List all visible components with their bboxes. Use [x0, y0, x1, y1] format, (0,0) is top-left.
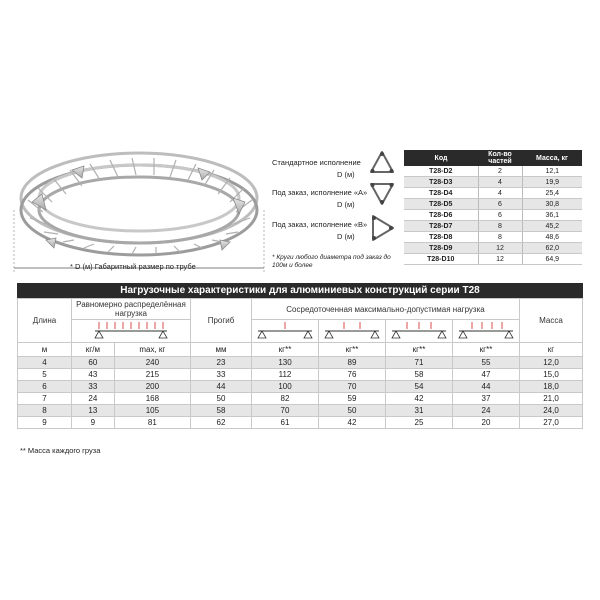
uniform-load-header: Равномерно распределённая нагрузка	[72, 299, 191, 320]
unit-cell: м	[18, 343, 72, 357]
table-cell: 43	[72, 369, 115, 381]
parts-cell: 2	[478, 166, 522, 177]
table-cell: 33	[72, 381, 115, 393]
table-row	[18, 405, 583, 417]
table-row	[18, 393, 583, 405]
table-cell: 44	[453, 381, 520, 393]
standard-d-label: D (м)	[337, 170, 355, 179]
table-cell: 54	[386, 381, 453, 393]
mass-cell: 30,8	[522, 199, 582, 210]
dimension-label: * D (м) Габаритный размер по трубе	[70, 262, 196, 271]
unit-cell: кг**	[252, 343, 319, 357]
version-b-label: Под заказ, исполнение «В»	[272, 220, 368, 229]
standard-version-label: Стандартное исполнение	[272, 158, 361, 167]
table-row	[18, 381, 583, 393]
table-cell: 58	[191, 405, 252, 417]
point-load-2-diagram	[321, 320, 383, 340]
parts-header: Кол-во частей	[478, 150, 522, 166]
table-cell: 240	[114, 357, 190, 369]
mass-cell: 12,1	[522, 166, 582, 177]
point-load-3-diagram-cell	[386, 320, 453, 343]
mass-header: Масса, кг	[522, 150, 582, 166]
code-cell: T28-D10	[404, 254, 478, 265]
mass-cell: 25,4	[522, 188, 582, 199]
parts-cell: 8	[478, 221, 522, 232]
table-cell: 25	[386, 417, 453, 429]
table-cell: 27,0	[520, 417, 583, 429]
unit-cell: мм	[191, 343, 252, 357]
table-row	[18, 417, 583, 429]
table-cell: 24,0	[520, 405, 583, 417]
version-a-label: Под заказ, исполнение «А»	[272, 188, 368, 197]
table-cell: 5	[18, 369, 72, 381]
table-cell: 70	[319, 381, 386, 393]
table-cell: 24	[453, 405, 520, 417]
table-row	[404, 232, 582, 243]
table-row	[404, 243, 582, 254]
unit-cell: кг**	[319, 343, 386, 357]
table-cell: 70	[252, 405, 319, 417]
code-cell: T28-D7	[404, 221, 478, 232]
table-cell: 61	[252, 417, 319, 429]
code-cell: T28-D4	[404, 188, 478, 199]
length-header: Длина	[18, 299, 72, 343]
table-cell: 12,0	[520, 357, 583, 369]
deflection-header: Прогиб	[191, 299, 252, 343]
mass-cell: 48,6	[522, 232, 582, 243]
table-cell: 200	[114, 381, 190, 393]
custom-diameter-note: * Круги любого диаметра под заказ до 100м и более	[272, 254, 391, 269]
table-cell: 13	[72, 405, 115, 417]
table-cell: 112	[252, 369, 319, 381]
version-a-triangle-icon	[369, 180, 395, 206]
standard-triangle-icon	[369, 150, 395, 176]
table-cell: 23	[191, 357, 252, 369]
table-cell: 82	[252, 393, 319, 405]
mass-column-header: Масса	[520, 299, 583, 343]
table-cell: 42	[319, 417, 386, 429]
table-cell: 8	[18, 405, 72, 417]
table-cell: 100	[252, 381, 319, 393]
table-cell: 60	[72, 357, 115, 369]
table-cell: 37	[453, 393, 520, 405]
table-cell: 58	[386, 369, 453, 381]
table-row	[404, 177, 582, 188]
point-load-1-diagram-cell	[252, 320, 319, 343]
code-cell: T28-D5	[404, 199, 478, 210]
unit-cell: max, кг	[114, 343, 190, 357]
parts-cell: 8	[478, 232, 522, 243]
version-a-d-label: D (м)	[337, 200, 355, 209]
uniform-load-diagram	[91, 320, 171, 340]
load-table-header-row	[18, 299, 583, 320]
table-cell: 130	[252, 357, 319, 369]
table-cell: 71	[386, 357, 453, 369]
table-cell: 18,0	[520, 381, 583, 393]
table-cell: 9	[72, 417, 115, 429]
code-table	[404, 150, 582, 265]
table-cell: 20	[453, 417, 520, 429]
table-row	[404, 199, 582, 210]
table-cell: 33	[191, 369, 252, 381]
uniform-load-diagram-cell	[72, 320, 191, 343]
table-cell: 105	[114, 405, 190, 417]
truss-ring-drawing	[8, 140, 270, 280]
unit-cell: кг**	[386, 343, 453, 357]
table-row	[18, 357, 583, 369]
code-cell: T28-D8	[404, 232, 478, 243]
mass-cell: 45,2	[522, 221, 582, 232]
table-cell: 50	[319, 405, 386, 417]
parts-cell: 12	[478, 254, 522, 265]
table-row	[18, 369, 583, 381]
load-table	[17, 298, 583, 429]
mass-cell: 36,1	[522, 210, 582, 221]
table-cell: 31	[386, 405, 453, 417]
code-cell: T28-D2	[404, 166, 478, 177]
code-cell: T28-D6	[404, 210, 478, 221]
point-load-header: Сосредоточенная максимально-допустимая нагрузка	[252, 299, 520, 320]
table-cell: 215	[114, 369, 190, 381]
parts-cell: 12	[478, 243, 522, 254]
table-cell: 9	[18, 417, 72, 429]
point-load-3-diagram	[388, 320, 450, 340]
code-table-header	[404, 150, 582, 166]
mass-cell: 19,9	[522, 177, 582, 188]
table-cell: 76	[319, 369, 386, 381]
point-load-4-diagram	[455, 320, 517, 340]
table-cell: 6	[18, 381, 72, 393]
load-table-title: Нагрузочные характеристики для алюминиевых конструкций серии T28	[17, 283, 583, 298]
code-cell: T28-D3	[404, 177, 478, 188]
table-row	[404, 166, 582, 177]
table-cell: 168	[114, 393, 190, 405]
table-row	[404, 221, 582, 232]
unit-cell: кг**	[453, 343, 520, 357]
table-cell: 4	[18, 357, 72, 369]
table-cell: 44	[191, 381, 252, 393]
point-load-2-diagram-cell	[319, 320, 386, 343]
table-row	[404, 210, 582, 221]
unit-cell: кг	[520, 343, 583, 357]
table-cell: 89	[319, 357, 386, 369]
parts-cell: 6	[478, 199, 522, 210]
table-cell: 42	[386, 393, 453, 405]
table-cell: 55	[453, 357, 520, 369]
units-row	[18, 343, 583, 357]
footnote: ** Масса каждого груза	[20, 446, 101, 455]
load-diagram-row	[18, 320, 583, 343]
table-cell: 7	[18, 393, 72, 405]
version-b-d-label: D (м)	[337, 232, 355, 241]
table-row	[404, 254, 582, 265]
table-cell: 47	[453, 369, 520, 381]
table-row	[404, 188, 582, 199]
table-cell: 62	[191, 417, 252, 429]
parts-cell: 4	[478, 177, 522, 188]
parts-cell: 6	[478, 210, 522, 221]
table-cell: 81	[114, 417, 190, 429]
mass-cell: 62,0	[522, 243, 582, 254]
point-load-1-diagram	[254, 320, 316, 340]
table-cell: 24	[72, 393, 115, 405]
version-b-triangle-icon	[369, 214, 395, 242]
code-header: Код	[404, 150, 478, 166]
table-cell: 21,0	[520, 393, 583, 405]
mass-cell: 64,9	[522, 254, 582, 265]
code-cell: T28-D9	[404, 243, 478, 254]
point-load-4-diagram-cell	[453, 320, 520, 343]
table-cell: 59	[319, 393, 386, 405]
parts-cell: 4	[478, 188, 522, 199]
unit-cell: кг/м	[72, 343, 115, 357]
table-cell: 15,0	[520, 369, 583, 381]
table-cell: 50	[191, 393, 252, 405]
